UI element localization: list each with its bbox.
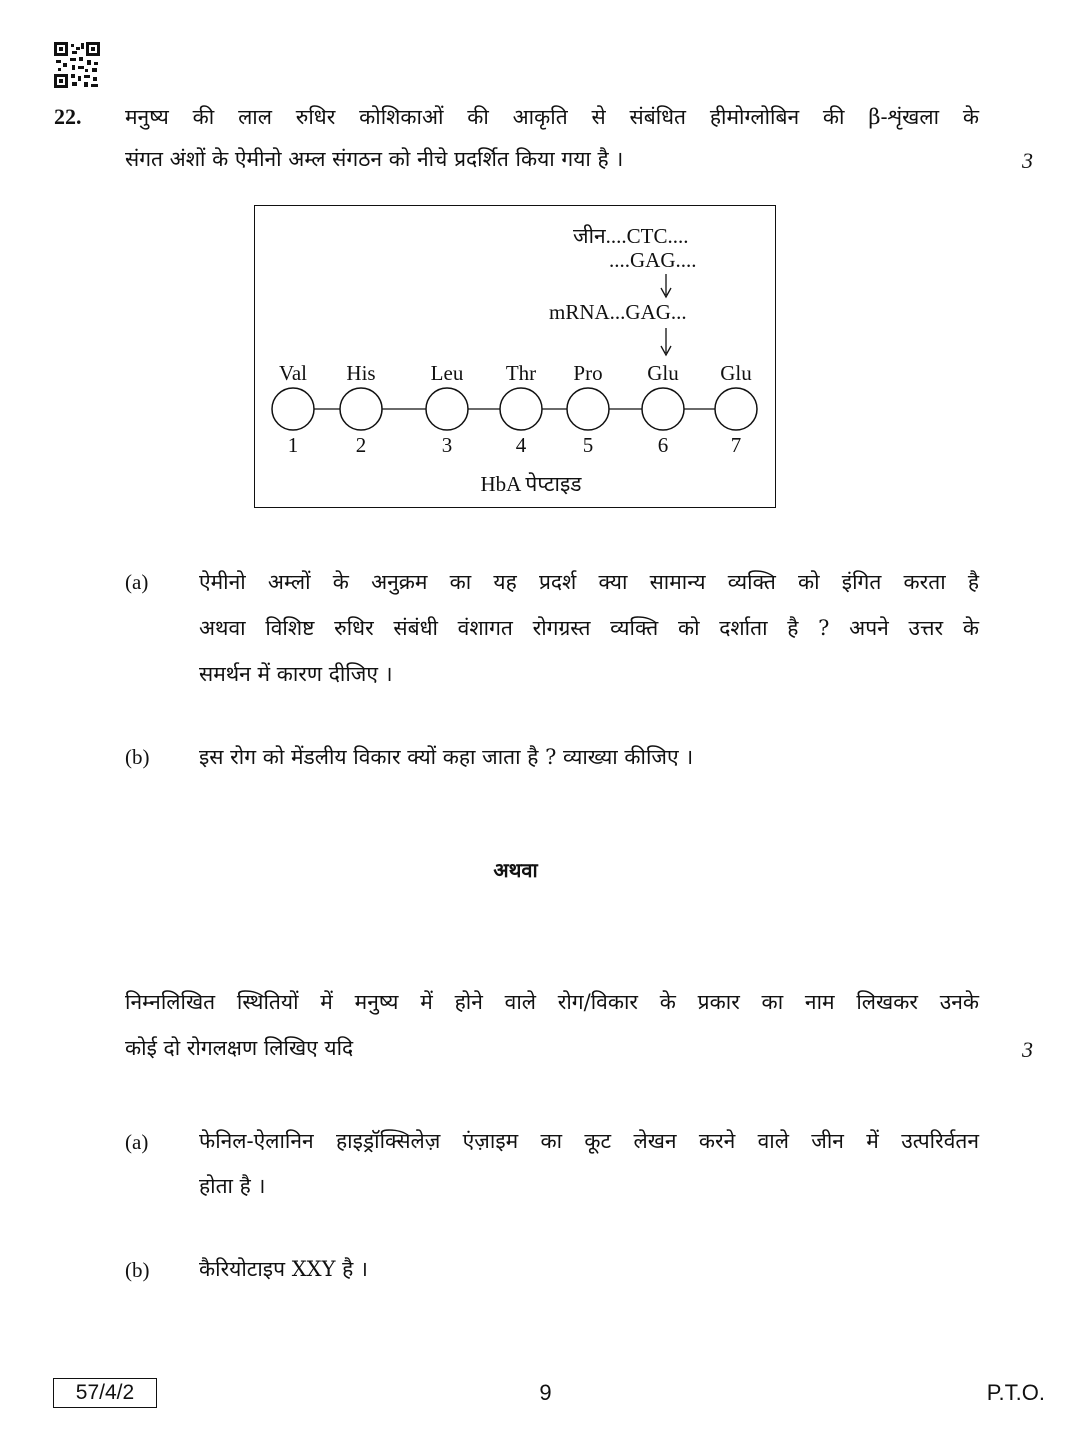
part-b-text: इस रोग को मेंडलीय विकार क्यों कहा जाता है ? व्याख्या कीजिए । <box>199 745 694 769</box>
position-number: 5 <box>582 433 594 457</box>
position-number: 2 <box>355 433 367 457</box>
pto-label: P.T.O. <box>986 1380 1045 1405</box>
gene-label: जीन....CTC.... <box>573 224 689 248</box>
or-heading: अथवा <box>493 858 538 882</box>
amino-acid-circle <box>426 388 468 430</box>
question-line-2: संगत अंशों के ऐमीनो अम्ल संगठन को नीचे प्रदर्शित किया गया है । <box>125 147 624 171</box>
amino-acid-circle <box>642 388 684 430</box>
alt-b-text: कैरियोटाइप XXY है । <box>199 1257 368 1281</box>
amino-acid-circle <box>272 388 314 430</box>
amino-acid-label: His <box>346 361 376 385</box>
position-number: 1 <box>287 433 299 457</box>
part-a-line-1: ऐमीनो अम्लों के अनुक्रम का यह प्रदर्श क्या सामान्य व्यक्ति को इंगित करता है <box>199 570 979 594</box>
position-number: 3 <box>441 433 453 457</box>
alt-a-line-2: होता है । <box>199 1174 266 1198</box>
paper-code: 57/4/2 <box>53 1378 157 1408</box>
part-a-label: (a) <box>125 570 149 594</box>
alt-question-marks: 3 <box>1022 1037 1033 1062</box>
position-number: 6 <box>657 433 669 457</box>
amino-acid-circle <box>567 388 609 430</box>
position-number: 4 <box>515 433 527 457</box>
peptide-chain-svg <box>255 206 777 509</box>
question-number: 22. <box>54 104 82 129</box>
amino-acid-label: Pro <box>573 361 603 385</box>
amino-acid-label: Thr <box>505 361 537 385</box>
mrna-label: mRNA...GAG... <box>549 300 687 324</box>
alt-question-line-1: निम्नलिखित स्थितियों में मनुष्य में होने वाले रोग/विकार के प्रकार का नाम लिखकर उनके <box>125 990 979 1014</box>
amino-acid-label: Glu <box>720 361 752 385</box>
alt-b-label: (b) <box>125 1258 150 1282</box>
gene-strand-2: ....GAG.... <box>609 248 697 272</box>
qr-code <box>54 42 100 88</box>
question-marks: 3 <box>1022 148 1033 173</box>
question-line-1: मनुष्य की लाल रुधिर कोशिकाओं की आकृति से संबंधित हीमोग्लोबिन की β-शृंखला के <box>125 105 979 129</box>
alt-question-line-2: कोई दो रोगलक्षण लिखिए यदि <box>125 1036 354 1060</box>
diagram-caption: HbA पेप्टाइड <box>480 472 582 496</box>
amino-acid-label: Val <box>279 361 307 385</box>
alt-a-line-1: फेनिल-ऐलानिन हाइड्रॉक्सिलेज़ एंज़ाइम का कूट लेखन करने वाले जीन में उत्परिर्वतन <box>199 1129 979 1153</box>
amino-acid-circle <box>715 388 757 430</box>
amino-acid-label: Leu <box>430 361 464 385</box>
amino-acid-circle <box>340 388 382 430</box>
page-number: 9 <box>539 1380 552 1405</box>
part-a-line-3: समर्थन में कारण दीजिए । <box>199 662 393 686</box>
amino-acid-label: Glu <box>647 361 679 385</box>
hba-peptide-diagram <box>254 205 776 508</box>
position-number: 7 <box>730 433 742 457</box>
part-b-label: (b) <box>125 745 150 769</box>
part-a-line-2: अथवा विशिष्ट रुधिर संबंधी वंशागत रोगग्रस्त व्यक्ति को दर्शाता है ? अपने उत्तर के <box>199 616 979 640</box>
alt-a-label: (a) <box>125 1130 149 1154</box>
amino-acid-circle <box>500 388 542 430</box>
